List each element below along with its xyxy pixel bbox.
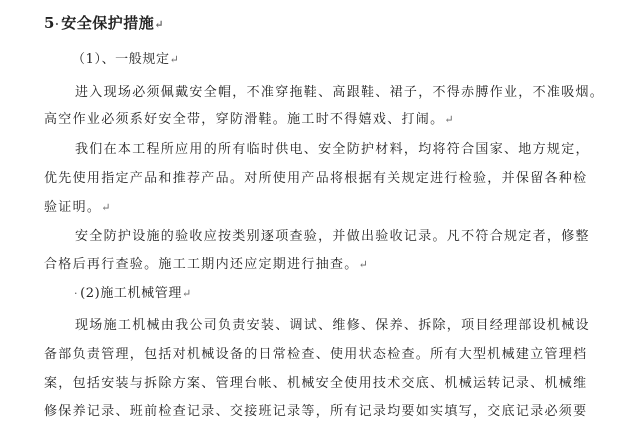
text-line: 现场施工机械由我公司负责安装、调试、维修、保养、拆除，项目经理部设机械设 [75,318,590,333]
text-line: 修保养记录、班前检查记录、交接班记录等，所有记录均要如实填写，交底记录必须要 [44,404,588,419]
section-number: 5 [44,14,55,32]
text-line [44,196,110,215]
section-title: 安全保护措施 [61,14,155,32]
machinery-heading-text: (2)施工机械管理 [80,286,182,301]
paragraph-mark-icon: ↵ [358,258,368,271]
text-line: 我们在本工程所应用的所有临时供电、安全防护材料，均将符合国家、地方规定， [75,142,590,157]
text-line-content: 合格后再行查验。施工工期内还应定期进行抽查。 [44,257,359,272]
paragraph-mark-icon: ↵ [169,53,179,66]
general-rules-heading-text: （1）、一般规定 [72,52,170,67]
machinery-heading [74,282,191,301]
text-line-content: 验证明。 [44,200,102,215]
paragraph-mark-icon: ↵ [444,113,454,126]
general-rules-heading [72,48,179,67]
section-heading [44,12,164,33]
text-line: 优先使用指定产品和推荐产品。对所使用产品将根据有关规定进行检验，并保留各种检 [44,171,588,186]
text-line: 进入现场必须佩戴安全帽，不准穿拖鞋、高跟鞋、裙子，不得赤膊作业，不准吸烟。 [75,85,605,100]
list-bullet-icon: · [54,18,60,31]
text-line: 案，包括安装与拆除方案、管理台帐、机械安全使用技术交底、机械运转记录、机械维 [44,376,588,391]
paragraph-mark-icon: ↵ [101,201,111,214]
text-line: 备部负责管理，包括对机械设备的日常检查、使用状态检查。所有大型机械建立管理档 [44,347,588,362]
list-bullet-icon: · [74,287,79,300]
text-line [44,253,368,272]
text-line [44,108,454,127]
paragraph-mark-icon: ↵ [154,18,164,31]
text-line: 安全防护设施的验收应按类别逐项查验，并做出验收记录。凡不符合规定者，修整 [75,229,590,244]
text-line-content: 高空作业必须系好安全带，穿防滑鞋。施工时不得嬉戏、打闹。 [44,112,445,127]
paragraph-mark-icon: ↵ [181,287,192,300]
